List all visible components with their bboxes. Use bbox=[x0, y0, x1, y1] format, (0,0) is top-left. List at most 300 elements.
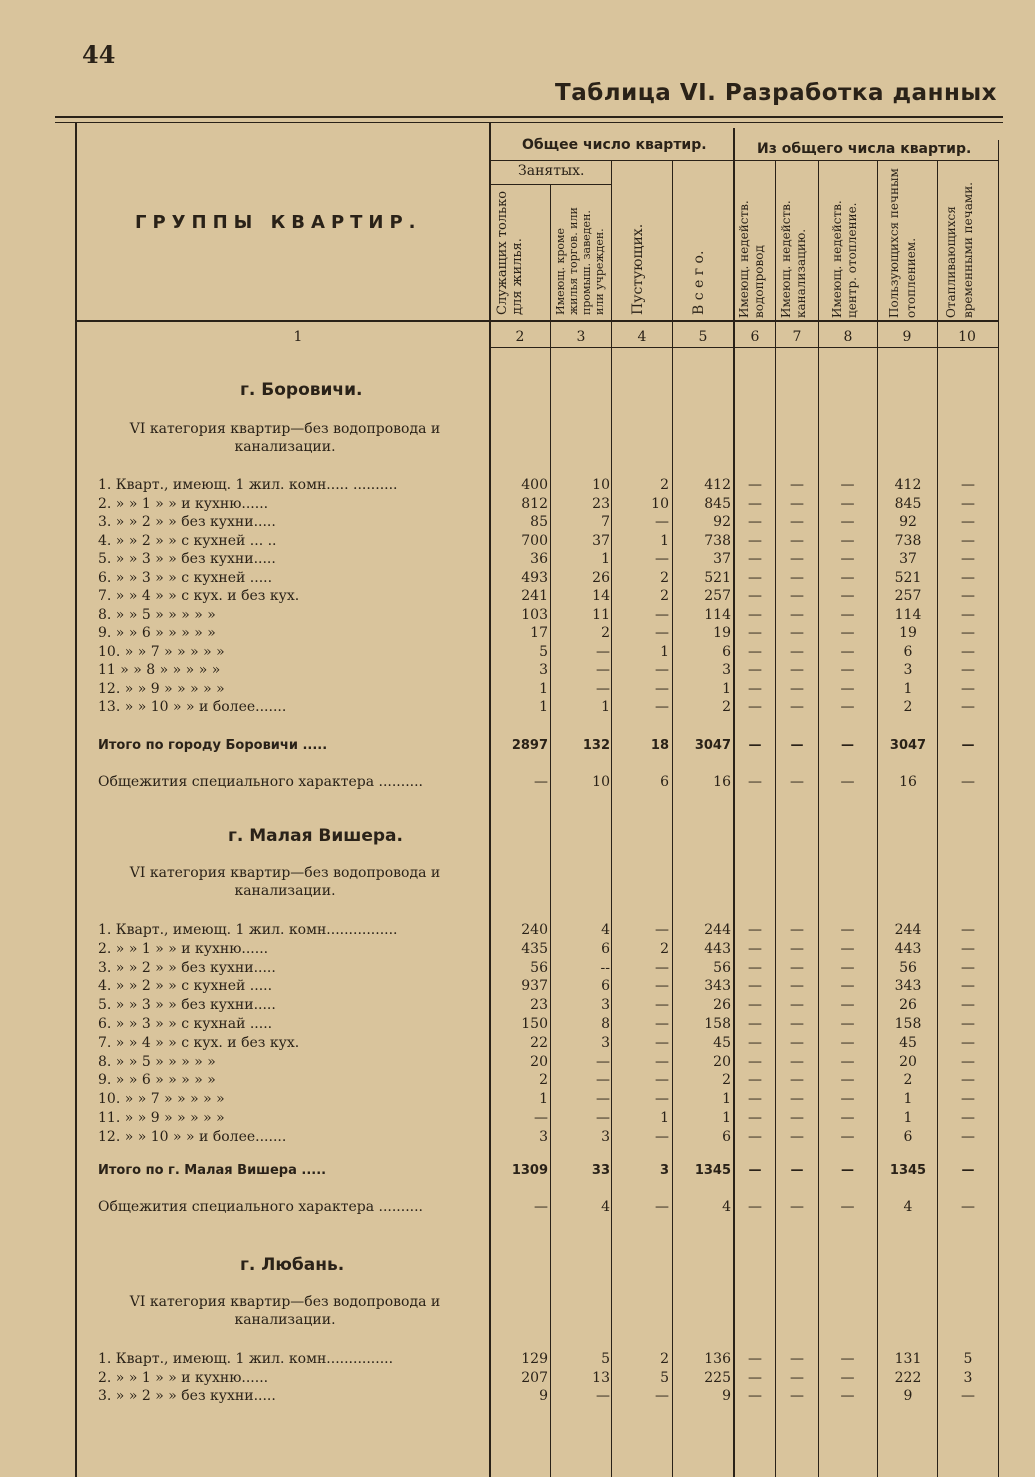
cell-col-5: 26 bbox=[713, 997, 731, 1014]
row-label: 2. » » 1 » » и кухню...... bbox=[98, 940, 269, 957]
cell-col-4: 1 bbox=[660, 1110, 669, 1126]
cell-col-8: — bbox=[840, 959, 855, 976]
cell-col-9: 114 bbox=[894, 606, 922, 623]
cell-col-10: — bbox=[961, 774, 975, 790]
cell-col-3: 1 bbox=[601, 699, 610, 715]
cell-col-5: 19 bbox=[713, 625, 731, 641]
table-row bbox=[0, 978, 1035, 996]
cell-col-9: 2 bbox=[903, 699, 913, 715]
cell-col-9: 412 bbox=[894, 477, 922, 493]
cell-col-3: — bbox=[596, 1091, 610, 1108]
cell-col-2: 937 bbox=[521, 978, 548, 995]
cell-col-6: — bbox=[748, 699, 762, 715]
cell-col-2: 23 bbox=[530, 997, 548, 1014]
table-row bbox=[0, 1129, 1035, 1147]
cell-col-2: 1 bbox=[539, 1091, 548, 1108]
cell-col-6: — bbox=[748, 643, 762, 660]
cell-col-4: 18 bbox=[650, 738, 669, 753]
col-number-1: 1 bbox=[293, 329, 303, 345]
col7-header: Имеющ. недейств. канализацию. bbox=[779, 200, 808, 318]
cell-col-8: — bbox=[840, 551, 855, 567]
table-row bbox=[0, 533, 1035, 551]
table-row bbox=[0, 681, 1035, 699]
grid-line bbox=[489, 123, 491, 1477]
cell-col-3: 6 bbox=[601, 940, 610, 957]
cell-col-4: 3 bbox=[659, 1163, 669, 1178]
row-label: 9. » » 6 » » » » » bbox=[98, 1072, 216, 1089]
cell-col-8: — bbox=[840, 774, 855, 790]
cell-col-2: 20 bbox=[530, 1053, 548, 1070]
dormitory-row bbox=[0, 774, 1035, 792]
header-bottom-rule bbox=[75, 320, 999, 322]
table-row bbox=[0, 1388, 1035, 1406]
cell-col-9: 257 bbox=[894, 588, 922, 604]
row-label: 4. » » 2 » » с кухней ... .. bbox=[98, 532, 277, 549]
cell-col-7: — bbox=[790, 699, 804, 715]
row-label: 7. » » 4 » » с кух. и без кух. bbox=[98, 588, 300, 604]
cell-col-2: 241 bbox=[521, 588, 548, 604]
cell-col-4: — bbox=[655, 1128, 669, 1145]
row-label: 10. » » 7 » » » » » bbox=[98, 643, 225, 660]
cell-col-9: 1 bbox=[903, 680, 913, 697]
cell-col-8: — bbox=[840, 680, 855, 697]
table-row bbox=[0, 1035, 1035, 1053]
groups-title: ГРУППЫ КВАРТИР. bbox=[135, 212, 422, 233]
cell-col-5: 114 bbox=[704, 606, 731, 623]
cell-col-6: — bbox=[748, 1199, 762, 1215]
cell-col-9: 845 bbox=[894, 495, 922, 512]
cell-col-5: 738 bbox=[704, 532, 731, 549]
col6-header: Имеющ. недейств. водопровод bbox=[737, 200, 766, 318]
cell-col-2: 3 bbox=[539, 1128, 548, 1145]
cell-col-4: 5 bbox=[660, 1369, 669, 1386]
cell-col-7: — bbox=[790, 680, 804, 697]
table-row bbox=[0, 1072, 1035, 1090]
table-row bbox=[0, 625, 1035, 643]
grid-line bbox=[998, 140, 999, 1477]
cell-col-2: — bbox=[534, 1110, 548, 1126]
cell-col-9: 521 bbox=[894, 569, 922, 586]
cell-col-10: — bbox=[961, 569, 975, 586]
cell-col-2: 17 bbox=[530, 625, 548, 641]
cell-col-9: 26 bbox=[899, 997, 917, 1014]
row-label: Итого по г. Малая Вишера ..... bbox=[98, 1163, 327, 1178]
cell-col-2: 129 bbox=[521, 1351, 548, 1367]
cell-col-3: 11 bbox=[592, 606, 610, 623]
cell-col-9: 1 bbox=[903, 1110, 913, 1126]
cell-col-10: — bbox=[961, 643, 975, 660]
cell-col-10: — bbox=[961, 922, 975, 938]
cell-col-6: — bbox=[748, 1369, 762, 1386]
cell-col-7: — bbox=[790, 1351, 804, 1367]
col-number-4: 4 bbox=[637, 329, 647, 345]
row-label: 7. » » 4 » » с кух. и без кух. bbox=[98, 1034, 300, 1051]
cell-col-4: — bbox=[655, 606, 669, 623]
cell-col-10: — bbox=[961, 495, 975, 512]
table-row bbox=[0, 1016, 1035, 1034]
cell-col-3: — bbox=[596, 643, 610, 660]
total-row bbox=[0, 738, 1035, 756]
cell-col-6: — bbox=[748, 625, 762, 641]
col4-header: Пустующих. bbox=[630, 223, 646, 315]
cell-col-10: — bbox=[961, 997, 975, 1014]
city-heading: г. Малая Вишера. bbox=[228, 826, 403, 846]
row-label: Общежития специального характера .......... bbox=[98, 1199, 423, 1215]
cell-col-3: 2 bbox=[601, 625, 610, 641]
cell-col-3: 4 bbox=[601, 1199, 610, 1215]
cell-col-5: 412 bbox=[704, 477, 731, 493]
cell-col-4: 2 bbox=[660, 588, 669, 604]
cell-col-3: 33 bbox=[591, 1163, 610, 1178]
grid-line bbox=[611, 160, 612, 1477]
cell-col-6: — bbox=[748, 1163, 762, 1178]
grid-line bbox=[75, 123, 77, 1477]
cell-col-4: 2 bbox=[660, 477, 669, 493]
cell-col-7: — bbox=[790, 495, 804, 512]
cell-col-7: — bbox=[790, 959, 804, 976]
cell-col-2: 240 bbox=[521, 922, 548, 938]
cell-col-6: — bbox=[748, 569, 762, 586]
cell-col-9: 158 bbox=[894, 1016, 922, 1032]
cell-col-9: 45 bbox=[899, 1034, 917, 1051]
cell-col-3: 14 bbox=[592, 588, 610, 604]
cell-col-10: — bbox=[961, 1163, 975, 1178]
row-label: 2. » » 1 » » и кухню...... bbox=[98, 1369, 269, 1386]
cell-col-4: — bbox=[655, 922, 669, 938]
cell-col-6: — bbox=[748, 1053, 762, 1070]
row-label: 8. » » 5 » » » » » bbox=[98, 606, 216, 623]
cell-col-2: — bbox=[534, 1199, 548, 1215]
cell-col-4: — bbox=[655, 514, 669, 530]
cell-col-5: 244 bbox=[704, 922, 731, 938]
cell-col-7: — bbox=[790, 662, 804, 678]
dormitory-row bbox=[0, 1199, 1035, 1217]
cell-col-3: 3 bbox=[601, 997, 610, 1014]
cell-col-5: 16 bbox=[713, 774, 731, 790]
cell-col-4: — bbox=[655, 1091, 669, 1108]
cell-col-10: — bbox=[961, 532, 975, 549]
cell-col-3: — bbox=[596, 1110, 610, 1126]
cell-col-8: — bbox=[840, 514, 855, 530]
cell-col-10: — bbox=[961, 940, 975, 957]
col3-header: Имеющ. кроме жилья торгов. или промыш. заведен. или учрежден. bbox=[554, 207, 606, 315]
cell-col-3: -- bbox=[600, 959, 610, 976]
table-row bbox=[0, 551, 1035, 569]
cell-col-3: 10 bbox=[592, 774, 610, 790]
cell-col-5: 1 bbox=[722, 1110, 731, 1126]
table-row bbox=[0, 1054, 1035, 1072]
table-row bbox=[0, 1351, 1035, 1369]
row-label: 1. Кварт., имеющ. 1 жил. комн..... .......... bbox=[98, 477, 398, 493]
cell-col-9: 131 bbox=[894, 1351, 922, 1367]
cell-col-7: — bbox=[790, 1388, 804, 1404]
cell-col-2: 435 bbox=[521, 940, 548, 957]
cell-col-3: 13 bbox=[592, 1369, 610, 1386]
table-row bbox=[0, 1110, 1035, 1128]
col-number-9: 9 bbox=[902, 329, 912, 345]
table-row bbox=[0, 699, 1035, 717]
total-row bbox=[0, 1163, 1035, 1181]
cell-col-10: — bbox=[961, 588, 975, 604]
cell-col-9: 19 bbox=[899, 625, 917, 641]
grid-line bbox=[937, 160, 938, 1477]
cell-col-5: 92 bbox=[713, 514, 731, 530]
cell-col-7: — bbox=[790, 1163, 804, 1178]
cell-col-10: — bbox=[961, 1072, 975, 1089]
cell-col-4: — bbox=[655, 997, 669, 1014]
cell-col-4: — bbox=[655, 1199, 669, 1215]
cell-col-8: — bbox=[840, 1351, 855, 1367]
category-heading: VI категория квартир—без водопровода и канализации. bbox=[129, 421, 441, 455]
category-heading: VI категория квартир—без водопровода и канализации. bbox=[129, 1294, 441, 1328]
cell-col-8: — bbox=[840, 662, 855, 678]
cell-col-4: — bbox=[655, 1016, 669, 1032]
cell-col-10: — bbox=[961, 699, 975, 715]
row-label: 4. » » 2 » » с кухней ..... bbox=[98, 978, 273, 995]
cell-col-6: — bbox=[748, 738, 762, 753]
grid-line bbox=[733, 128, 735, 1477]
city-heading: г. Любань. bbox=[240, 1255, 345, 1275]
page-number: 44 bbox=[82, 40, 116, 69]
cell-col-10: — bbox=[961, 959, 975, 976]
cell-col-10: — bbox=[961, 738, 975, 753]
row-label: 3. » » 2 » » без кухни..... bbox=[98, 959, 276, 976]
cell-col-5: 845 bbox=[704, 495, 731, 512]
cell-col-7: — bbox=[790, 997, 804, 1014]
cell-col-5: 20 bbox=[713, 1053, 731, 1070]
cell-col-10: — bbox=[961, 680, 975, 697]
cell-col-7: — bbox=[790, 922, 804, 938]
col-number-2: 2 bbox=[515, 329, 525, 345]
cell-col-10: — bbox=[961, 606, 975, 623]
cell-col-5: 2 bbox=[722, 699, 731, 715]
city-heading: г. Боровичи. bbox=[240, 380, 363, 400]
cell-col-7: — bbox=[790, 978, 804, 995]
cell-col-6: — bbox=[748, 959, 762, 976]
cell-col-9: 222 bbox=[894, 1369, 922, 1386]
cell-col-8: — bbox=[840, 1369, 855, 1386]
cell-col-10: — bbox=[961, 1388, 975, 1404]
cell-col-2: 700 bbox=[521, 532, 548, 549]
cell-col-3: 7 bbox=[601, 514, 610, 530]
cell-col-6: — bbox=[748, 1016, 762, 1032]
cell-col-3: — bbox=[596, 1388, 610, 1404]
cell-col-2: 150 bbox=[521, 1016, 548, 1032]
cell-col-7: — bbox=[790, 477, 804, 493]
cell-col-6: — bbox=[748, 1388, 762, 1404]
table-row bbox=[0, 496, 1035, 514]
cell-col-8: — bbox=[840, 606, 855, 623]
cell-col-4: — bbox=[655, 625, 669, 641]
row-label: 12. » » 9 » » » » » bbox=[98, 680, 225, 697]
cell-col-2: 85 bbox=[530, 514, 548, 530]
cell-col-8: — bbox=[840, 495, 855, 512]
cell-col-2: 812 bbox=[521, 495, 548, 512]
cell-col-10: — bbox=[961, 1128, 975, 1145]
cell-col-2: 56 bbox=[530, 959, 548, 976]
row-label: 9. » » 6 » » » » » bbox=[98, 625, 216, 641]
cell-col-5: 6 bbox=[722, 643, 731, 660]
cell-col-10: — bbox=[961, 1053, 975, 1070]
cell-col-6: — bbox=[748, 588, 762, 604]
row-label: 11 » » 8 » » » » » bbox=[98, 662, 221, 678]
cell-col-7: — bbox=[790, 1016, 804, 1032]
cell-col-8: — bbox=[840, 1110, 855, 1126]
cell-col-9: 6 bbox=[903, 643, 913, 660]
row-label: Общежития специального характера .......... bbox=[98, 774, 423, 790]
cell-col-4: — bbox=[655, 1034, 669, 1051]
cell-col-7: — bbox=[790, 940, 804, 957]
cell-col-8: — bbox=[840, 1091, 855, 1108]
cell-col-6: — bbox=[748, 1351, 762, 1367]
cell-col-6: — bbox=[748, 606, 762, 623]
occupied-header: Занятых. bbox=[518, 163, 585, 179]
group-header-rule bbox=[489, 160, 998, 161]
table-row bbox=[0, 1370, 1035, 1388]
cell-col-2: 3 bbox=[539, 662, 548, 678]
cell-col-5: 37 bbox=[713, 551, 731, 567]
cell-col-8: — bbox=[840, 1034, 855, 1051]
cell-col-10: — bbox=[961, 625, 975, 641]
row-label: 6. » » 3 » » с кухнай ..... bbox=[98, 1016, 273, 1032]
row-label: 1. Кварт., имеющ. 1 жил. комн............... bbox=[98, 1351, 394, 1367]
cell-col-2: 207 bbox=[521, 1369, 548, 1386]
cell-col-5: 343 bbox=[704, 978, 731, 995]
col-number-7: 7 bbox=[792, 329, 802, 345]
cell-col-6: — bbox=[748, 514, 762, 530]
cell-col-6: — bbox=[748, 940, 762, 957]
cell-col-3: — bbox=[596, 662, 610, 678]
cell-col-2: 400 bbox=[521, 477, 548, 493]
cell-col-10: — bbox=[961, 978, 975, 995]
cell-col-5: 2 bbox=[722, 1072, 731, 1089]
row-label: 3. » » 2 » » без кухни..... bbox=[98, 1388, 276, 1404]
cell-col-7: — bbox=[790, 1091, 804, 1108]
grid-line bbox=[672, 160, 673, 1477]
cell-col-7: — bbox=[790, 1072, 804, 1089]
cell-col-8: — bbox=[840, 569, 855, 586]
cell-col-4: — bbox=[655, 1388, 669, 1404]
cell-col-9: 16 bbox=[899, 774, 917, 790]
cell-col-9: 37 bbox=[899, 551, 917, 567]
row-label: 10. » » 7 » » » » » bbox=[98, 1091, 225, 1108]
row-label: 5. » » 3 » » без кухни..... bbox=[98, 997, 276, 1014]
cell-col-4: — bbox=[655, 699, 669, 715]
cell-col-10: — bbox=[961, 1091, 975, 1108]
of-total-header: Из общего числа квартир. bbox=[757, 141, 972, 157]
cell-col-7: — bbox=[790, 625, 804, 641]
table-row bbox=[0, 477, 1035, 495]
cell-col-3: 6 bbox=[601, 978, 610, 995]
colnum-rule bbox=[489, 347, 998, 348]
table-row bbox=[0, 662, 1035, 680]
cell-col-10: — bbox=[961, 551, 975, 567]
cell-col-2: 1 bbox=[539, 699, 548, 715]
row-label: 3. » » 2 » » без кухни..... bbox=[98, 514, 276, 530]
cell-col-9: 4 bbox=[903, 1199, 913, 1215]
col10-header: Отапливающихся временными печами. bbox=[944, 181, 975, 318]
cell-col-4: 1 bbox=[660, 643, 669, 660]
cell-col-4: — bbox=[655, 662, 669, 678]
cell-col-6: — bbox=[748, 1128, 762, 1145]
cell-col-9: 3047 bbox=[889, 738, 927, 753]
cell-col-8: — bbox=[840, 699, 855, 715]
cell-col-4: — bbox=[655, 1053, 669, 1070]
cell-col-7: — bbox=[790, 569, 804, 586]
cell-col-7: — bbox=[790, 1369, 804, 1386]
col2-header: Служащих только для жилья. bbox=[495, 190, 525, 315]
cell-col-5: 56 bbox=[713, 959, 731, 976]
cell-col-4: 1 bbox=[660, 532, 669, 549]
cell-col-5: 225 bbox=[704, 1369, 731, 1386]
cell-col-8: — bbox=[840, 1072, 855, 1089]
cell-col-5: 1 bbox=[722, 1091, 731, 1108]
cell-col-6: — bbox=[748, 922, 762, 938]
cell-col-5: 45 bbox=[713, 1034, 731, 1051]
cell-col-4: — bbox=[655, 978, 669, 995]
grid-line bbox=[877, 160, 878, 1477]
cell-col-8: — bbox=[840, 477, 855, 493]
cell-col-4: — bbox=[655, 680, 669, 697]
cell-col-10: — bbox=[961, 477, 975, 493]
table-row bbox=[0, 514, 1035, 532]
cell-col-10: — bbox=[961, 1199, 975, 1215]
cell-col-8: — bbox=[841, 738, 854, 753]
cell-col-10: 3 bbox=[963, 1369, 973, 1386]
cell-col-2: 2 bbox=[539, 1072, 548, 1089]
cell-col-6: — bbox=[748, 680, 762, 697]
table-row bbox=[0, 588, 1035, 606]
cell-col-10: — bbox=[961, 662, 975, 678]
cell-col-3: 3 bbox=[601, 1034, 610, 1051]
cell-col-2: 103 bbox=[521, 606, 548, 623]
total-apartments-header: Общее число квартир. bbox=[522, 137, 707, 153]
col-number-3: 3 bbox=[576, 329, 586, 345]
col5-header: В с е г о. bbox=[691, 250, 707, 315]
cell-col-3: 1 bbox=[601, 551, 610, 567]
cell-col-6: — bbox=[748, 1091, 762, 1108]
cell-col-8: — bbox=[840, 1388, 855, 1404]
cell-col-5: 1345 bbox=[694, 1163, 731, 1178]
cell-col-9: 2 bbox=[903, 1072, 913, 1089]
row-label: 13. » » 10 » » и более....... bbox=[98, 699, 287, 715]
cell-col-2: 493 bbox=[521, 569, 548, 586]
cell-col-7: — bbox=[790, 514, 804, 530]
col-number-8: 8 bbox=[843, 329, 853, 345]
cell-col-7: — bbox=[790, 1128, 804, 1145]
cell-col-10: — bbox=[961, 514, 975, 530]
cell-col-2: 2897 bbox=[511, 738, 548, 753]
cell-col-7: — bbox=[790, 551, 804, 567]
cell-col-5: 9 bbox=[722, 1388, 731, 1404]
row-label: 2. » » 1 » » и кухню...... bbox=[98, 495, 269, 512]
cell-col-10: — bbox=[961, 1016, 975, 1032]
cell-col-7: — bbox=[790, 738, 804, 753]
cell-col-3: 26 bbox=[592, 569, 610, 586]
cell-col-3: 132 bbox=[582, 738, 610, 753]
cell-col-10: — bbox=[961, 1034, 975, 1051]
cell-col-4: — bbox=[655, 959, 669, 976]
table-row bbox=[0, 1091, 1035, 1109]
cell-col-7: — bbox=[790, 1110, 804, 1126]
cell-col-3: 5 bbox=[601, 1351, 610, 1367]
cell-col-6: — bbox=[748, 1034, 762, 1051]
cell-col-5: 1 bbox=[722, 680, 731, 697]
cell-col-8: — bbox=[840, 940, 855, 957]
cell-col-7: — bbox=[790, 643, 804, 660]
cell-col-8: — bbox=[840, 1016, 855, 1032]
cell-col-8: — bbox=[840, 997, 855, 1014]
